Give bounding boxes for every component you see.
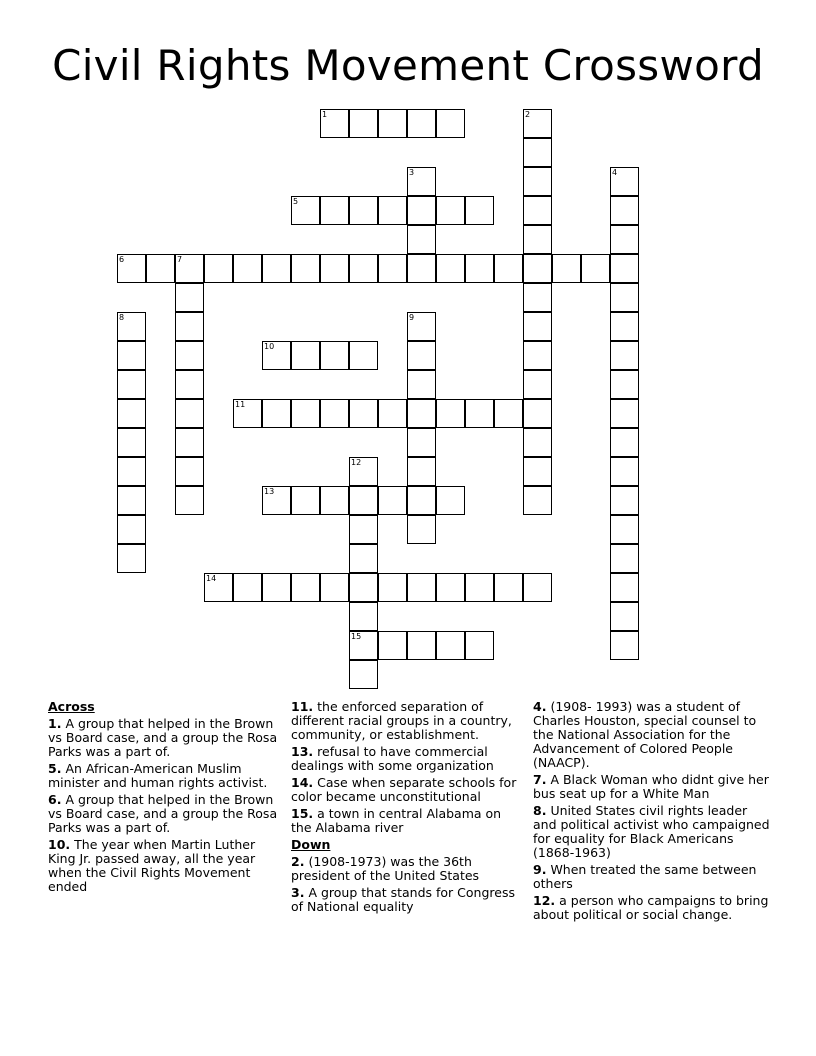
grid-cell[interactable] xyxy=(349,573,378,602)
grid-cell[interactable] xyxy=(523,399,552,428)
grid-cell[interactable] xyxy=(523,196,552,225)
clue-across-1: 1. A group that helped in the Brown vs Board case, and a group the Rosa Parks was a part of. xyxy=(48,716,278,759)
grid-cell[interactable] xyxy=(407,486,436,515)
grid-cell[interactable] xyxy=(378,573,407,602)
grid-cell[interactable] xyxy=(117,312,146,341)
grid-cell[interactable] xyxy=(262,573,291,602)
grid-cell[interactable] xyxy=(523,225,552,254)
grid-cell[interactable] xyxy=(349,399,378,428)
grid-cell[interactable] xyxy=(117,428,146,457)
grid-cell[interactable] xyxy=(610,283,639,312)
grid-cell[interactable] xyxy=(523,138,552,167)
grid-cell[interactable] xyxy=(117,457,146,486)
grid-cell[interactable] xyxy=(523,167,552,196)
grid-cell[interactable] xyxy=(349,254,378,283)
grid-cell[interactable] xyxy=(175,428,204,457)
cell-number: 6 xyxy=(119,255,125,264)
grid-cell[interactable] xyxy=(262,254,291,283)
grid-cell[interactable] xyxy=(291,399,320,428)
cell-number: 5 xyxy=(293,197,299,206)
grid-cell[interactable] xyxy=(204,573,233,602)
grid-cell[interactable] xyxy=(117,399,146,428)
grid-cell[interactable] xyxy=(407,515,436,544)
grid-cell[interactable] xyxy=(610,341,639,370)
clue-across-13: 13. refusal to have commercial dealings with some organization xyxy=(291,744,494,773)
grid-cell[interactable] xyxy=(610,399,639,428)
cell-number: 3 xyxy=(409,168,415,177)
clue-across-6: 6. A group that helped in the Brown vs Board case, and a group the Rosa Parks was a part of. xyxy=(48,792,278,835)
grid-cell[interactable] xyxy=(320,196,349,225)
grid-cell[interactable] xyxy=(204,254,233,283)
grid-cell[interactable] xyxy=(407,399,436,428)
grid-cell[interactable] xyxy=(436,631,465,660)
grid-cell[interactable] xyxy=(291,486,320,515)
grid-cell[interactable] xyxy=(581,254,610,283)
grid-cell[interactable] xyxy=(117,341,146,370)
grid-cell[interactable] xyxy=(610,631,639,660)
grid-cell[interactable] xyxy=(349,515,378,544)
grid-cell[interactable] xyxy=(523,573,552,602)
cell-number: 13 xyxy=(264,487,275,496)
grid-cell[interactable] xyxy=(320,399,349,428)
grid-cell[interactable] xyxy=(262,486,291,515)
grid-cell[interactable] xyxy=(378,254,407,283)
grid-cell[interactable] xyxy=(320,486,349,515)
grid-cell[interactable] xyxy=(175,486,204,515)
grid-cell[interactable] xyxy=(349,457,378,486)
cell-number: 14 xyxy=(206,574,217,583)
grid-cell[interactable] xyxy=(407,167,436,196)
grid-cell[interactable] xyxy=(291,573,320,602)
grid-cell[interactable] xyxy=(378,196,407,225)
clue-down-9: 9. When treated the same between others xyxy=(533,862,757,891)
grid-cell[interactable] xyxy=(349,602,378,631)
grid-cell[interactable] xyxy=(465,196,494,225)
grid-cell[interactable] xyxy=(436,109,465,138)
clue-across-14: 14. Case when separate schools for color became unconstitutional xyxy=(291,775,517,804)
cell-number: 10 xyxy=(264,342,275,351)
grid-cell[interactable] xyxy=(175,341,204,370)
grid-cell[interactable] xyxy=(407,254,436,283)
grid-cell[interactable] xyxy=(407,341,436,370)
grid-cell[interactable] xyxy=(349,341,378,370)
grid-cell[interactable] xyxy=(436,486,465,515)
grid-cell[interactable] xyxy=(610,312,639,341)
grid-cell[interactable] xyxy=(523,109,552,138)
grid-cell[interactable] xyxy=(610,515,639,544)
grid-cell[interactable] xyxy=(262,399,291,428)
grid-cell[interactable] xyxy=(523,457,552,486)
grid-cell[interactable] xyxy=(436,573,465,602)
grid-cell[interactable] xyxy=(262,341,291,370)
grid-cell[interactable] xyxy=(233,254,262,283)
grid-cell[interactable] xyxy=(436,254,465,283)
grid-cell[interactable] xyxy=(436,399,465,428)
grid-cell[interactable] xyxy=(117,486,146,515)
grid-cell[interactable] xyxy=(523,370,552,399)
grid-cell[interactable] xyxy=(320,109,349,138)
grid-cell[interactable] xyxy=(407,631,436,660)
grid-cell[interactable] xyxy=(117,370,146,399)
grid-cell[interactable] xyxy=(117,515,146,544)
grid-cell[interactable] xyxy=(349,544,378,573)
clues-column-3 xyxy=(533,700,773,925)
clue-down-12: 12. a person who campaigns to bring about political or social change. xyxy=(533,893,769,922)
grid-cell[interactable] xyxy=(610,486,639,515)
grid-cell[interactable] xyxy=(378,109,407,138)
grid-cell[interactable] xyxy=(175,399,204,428)
grid-cell[interactable] xyxy=(552,254,581,283)
clues-column-2 xyxy=(291,700,523,917)
clue-across-15: 15. a town in central Alabama on the Alabama river xyxy=(291,806,502,835)
grid-cell[interactable] xyxy=(291,254,320,283)
cell-number: 4 xyxy=(612,168,618,177)
grid-cell[interactable] xyxy=(320,254,349,283)
cell-number: 12 xyxy=(351,458,362,467)
grid-cell[interactable] xyxy=(175,254,204,283)
grid-cell[interactable] xyxy=(233,399,262,428)
grid-cell[interactable] xyxy=(233,573,262,602)
grid-cell[interactable] xyxy=(320,341,349,370)
cell-number: 8 xyxy=(119,313,125,322)
grid-cell[interactable] xyxy=(407,457,436,486)
grid-cell[interactable] xyxy=(146,254,175,283)
grid-cell[interactable] xyxy=(378,399,407,428)
grid-cell[interactable] xyxy=(523,283,552,312)
grid-cell[interactable] xyxy=(349,196,378,225)
down-heading: Down xyxy=(291,837,331,852)
cell-number: 7 xyxy=(177,255,183,264)
grid-cell[interactable] xyxy=(175,457,204,486)
clue-down-3: 3. A group that stands for Congress of National equality xyxy=(291,885,515,914)
clue-down-4: 4. (1908- 1993) was a student of Charles Houston, special counsel to the National Association for the Advancement of Colored People (NAACP). xyxy=(533,699,757,770)
grid-cell[interactable] xyxy=(494,254,523,283)
clue-across-10: 10. The year when Martin Luther King Jr. passed away, all the year when the Civil Rights Movement ended xyxy=(48,837,256,894)
clue-across-11: 11. the enforced separation of different racial groups in a country, community, or establishment. xyxy=(291,699,512,742)
grid-cell[interactable] xyxy=(291,341,320,370)
grid-cell[interactable] xyxy=(494,399,523,428)
page-title: Civil Rights Movement Crossword xyxy=(52,41,764,90)
cell-number: 1 xyxy=(322,110,328,119)
grid-cell[interactable] xyxy=(610,428,639,457)
grid-cell[interactable] xyxy=(436,196,465,225)
grid-cell[interactable] xyxy=(320,573,349,602)
cell-number: 11 xyxy=(235,400,246,409)
grid-cell[interactable] xyxy=(175,283,204,312)
grid-cell[interactable] xyxy=(407,370,436,399)
grid-cell[interactable] xyxy=(407,196,436,225)
grid-cell[interactable] xyxy=(349,109,378,138)
grid-cell[interactable] xyxy=(610,573,639,602)
grid-cell[interactable] xyxy=(175,312,204,341)
grid-cell[interactable] xyxy=(610,167,639,196)
grid-cell[interactable] xyxy=(465,399,494,428)
grid-cell[interactable] xyxy=(407,428,436,457)
grid-cell[interactable] xyxy=(523,312,552,341)
grid-cell[interactable] xyxy=(523,486,552,515)
clue-across-5: 5. An African-American Muslim minister and human rights activist. xyxy=(48,761,268,790)
grid-cell[interactable] xyxy=(349,660,378,689)
grid-cell[interactable] xyxy=(291,196,320,225)
grid-cell[interactable] xyxy=(175,370,204,399)
grid-cell[interactable] xyxy=(494,573,523,602)
grid-cell[interactable] xyxy=(610,196,639,225)
grid-cell[interactable] xyxy=(610,457,639,486)
cell-number: 2 xyxy=(525,110,531,119)
grid-cell[interactable] xyxy=(349,631,378,660)
grid-cell[interactable] xyxy=(523,428,552,457)
grid-cell[interactable] xyxy=(407,225,436,254)
clue-down-2: 2. (1908-1973) was the 36th president of the United States xyxy=(291,854,480,883)
grid-cell[interactable] xyxy=(465,631,494,660)
grid-cell[interactable] xyxy=(378,631,407,660)
grid-cell[interactable] xyxy=(523,254,552,283)
clue-down-8: 8. United States civil rights leader and political activist who campaigned for equality for Black Americans (1868-1963) xyxy=(533,803,770,860)
grid-cell[interactable] xyxy=(117,254,146,283)
grid-cell[interactable] xyxy=(407,109,436,138)
grid-cell[interactable] xyxy=(117,544,146,573)
clue-down-7: 7. A Black Woman who didnt give her bus seat up for a White Man xyxy=(533,772,769,801)
cell-number: 15 xyxy=(351,632,362,641)
grid-cell[interactable] xyxy=(610,225,639,254)
grid-cell[interactable] xyxy=(610,602,639,631)
grid-cell[interactable] xyxy=(378,486,407,515)
cell-number: 9 xyxy=(409,313,415,322)
across-heading: Across xyxy=(48,699,95,714)
grid-cell[interactable] xyxy=(610,254,639,283)
clues-column-1 xyxy=(48,700,280,897)
grid-cell[interactable] xyxy=(407,573,436,602)
grid-cell[interactable] xyxy=(349,486,378,515)
grid-cell[interactable] xyxy=(407,312,436,341)
grid-cell[interactable] xyxy=(465,573,494,602)
grid-cell[interactable] xyxy=(610,370,639,399)
grid-cell[interactable] xyxy=(610,544,639,573)
grid-cell[interactable] xyxy=(465,254,494,283)
grid-cell[interactable] xyxy=(523,341,552,370)
